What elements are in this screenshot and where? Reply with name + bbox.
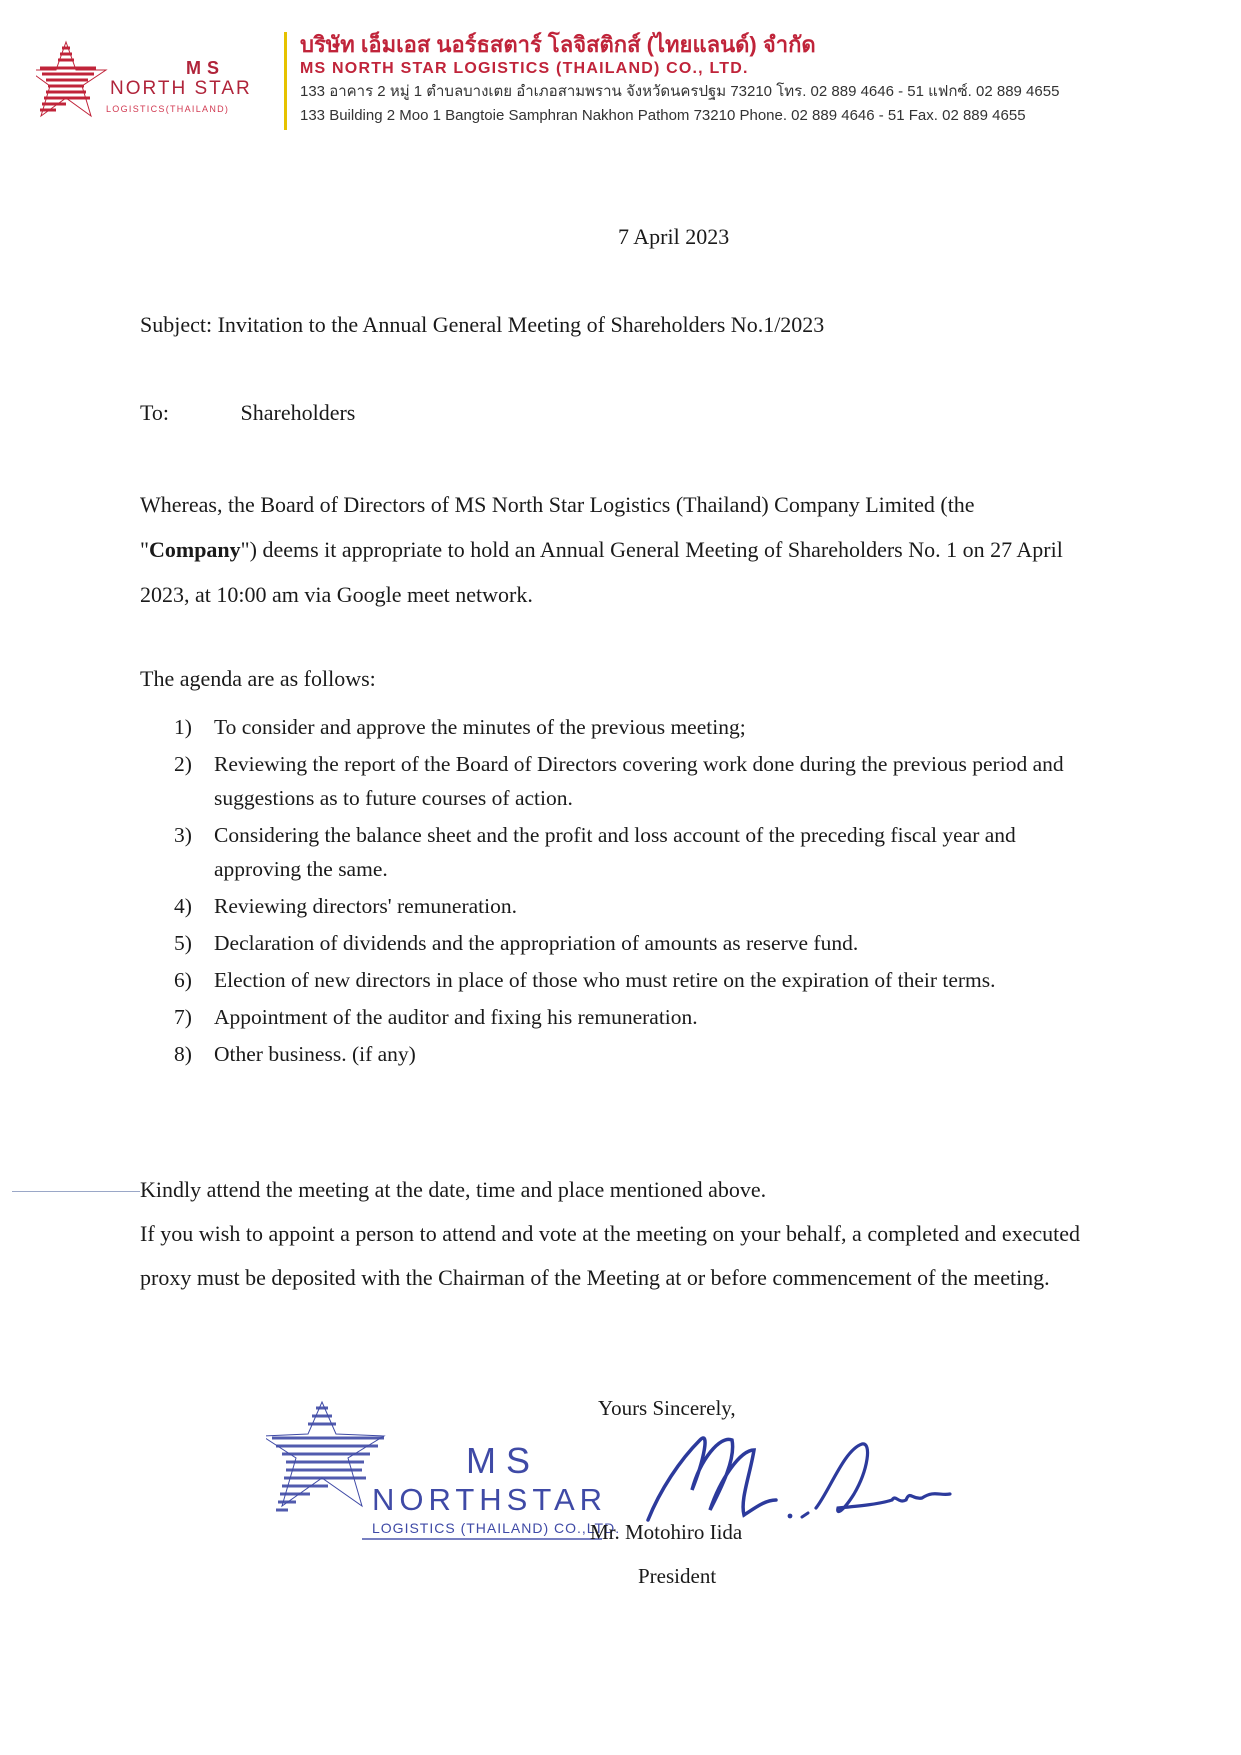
company-address-thai: 133 อาคาร 2 หมู่ 1 ตำบลบางเตย อำเภอสามพราน จังหวัดนครปฐม 73210 โทร. 02 889 4646 - 51 แฟกซ์. 02 889 4655: [300, 83, 1060, 100]
agenda-intro: The agenda are as follows:: [140, 666, 376, 691]
agenda-item: [174, 963, 1074, 997]
agenda-item-number: 6): [174, 968, 192, 992]
agenda-item-text: Appointment of the auditor and fixing his remuneration.: [214, 1005, 698, 1029]
letterhead: [36, 28, 1206, 138]
agenda-item: [174, 926, 1074, 960]
agenda-item: [174, 889, 1074, 923]
agenda-item-number: 8): [174, 1042, 192, 1066]
attend-paragraph: Kindly attend the meeting at the date, time and place mentioned above.: [140, 1177, 767, 1202]
logo-sub-text: LOGISTICS(THAILAND): [106, 104, 230, 114]
signer-title: President: [638, 1564, 717, 1588]
agenda-item-text: To consider and approve the minutes of the previous meeting;: [214, 715, 746, 739]
company-name-english: MS NORTH STAR LOGISTICS (THAILAND) CO., LTD.: [300, 60, 749, 77]
invitation-text-part2: ") deems it appropriate to hold an Annual General Meeting of Shareholders No. 1 on 27 April 2023, at 10:00 am via Google meet network.: [140, 537, 1063, 607]
closing-salutation: Yours Sincerely,: [598, 1396, 736, 1420]
recipient-line: [140, 400, 355, 426]
closing-paragraphs: [140, 1168, 1080, 1300]
agenda-item-text: Reviewing the report of the Board of Directors covering work done during the previous period and suggestions as to future courses of action.: [214, 752, 1064, 810]
agenda-item: [174, 818, 1074, 886]
agenda-item-text: Reviewing directors' remuneration.: [214, 894, 517, 918]
agenda-list: [174, 710, 1074, 1074]
agenda-item: [174, 1037, 1074, 1071]
subject-text: Invitation to the Annual General Meeting of Shareholders No.1/2023: [217, 312, 825, 337]
agenda-item-number: 7): [174, 1005, 192, 1029]
agenda-item-text: Considering the balance sheet and the profit and loss account of the preceding fiscal year and approving the same.: [214, 823, 1016, 881]
agenda-item-number: 2): [174, 752, 192, 776]
stamp-sub-text: LOGISTICS (THAILAND) CO.,LTD.: [372, 1520, 621, 1536]
letter-date: 7 April 2023: [618, 224, 730, 249]
letterhead-divider: [284, 32, 287, 130]
stamp-underline: [362, 1538, 602, 1540]
to-label: To:: [140, 400, 170, 425]
agenda-item-text: Declaration of dividends and the appropriation of amounts as reserve fund.: [214, 931, 859, 955]
agenda-item-number: 3): [174, 823, 192, 847]
logo-ms-text: MS: [186, 58, 225, 78]
agenda-item-text: Election of new directors in place of those who must retire on the expiration of their terms.: [214, 968, 996, 992]
company-address-english: 133 Building 2 Moo 1 Bangtoie Samphran Nakhon Pathom 73210 Phone. 02 889 4646 - 51 Fax. 02 889 4655: [300, 107, 1026, 124]
agenda-item: [174, 747, 1074, 815]
company-stamp: [266, 1398, 646, 1548]
logo-north-star-text: NORTH STAR: [110, 78, 252, 99]
stamp-northstar-text: NORTHSTAR: [372, 1482, 608, 1517]
letterhead-text: [300, 32, 1206, 128]
subject-label: Subject:: [140, 312, 213, 337]
invitation-text-part1: Whereas, the Board of Directors of MS North Star Logistics (Thailand) Company Limited (the ": [140, 492, 975, 562]
subject-line: [140, 312, 824, 338]
agenda-item-number: 4): [174, 894, 192, 918]
margin-rule-line: [12, 1191, 140, 1192]
invitation-paragraph: [140, 482, 1080, 617]
company-name-thai: บริษัท เอ็มเอส นอร์ธสตาร์ โลจิสติกส์ (ไทยแลนด์) จำกัด: [300, 32, 816, 57]
stamp-ms-text: MS: [466, 1440, 540, 1481]
signer-name: Mr. Motohiro Iida: [590, 1520, 743, 1544]
agenda-item-number: 1): [174, 715, 192, 739]
to-text: Shareholders: [240, 400, 356, 425]
agenda-item-number: 5): [174, 931, 192, 955]
agenda-item: [174, 1000, 1074, 1034]
company-defined-term: Company: [148, 537, 241, 562]
agenda-item-text: Other business. (if any): [214, 1042, 416, 1066]
proxy-paragraph: If you wish to appoint a person to attend and vote at the meeting on your behalf, a completed and executed proxy must be deposited with the Chairman of the Meeting at or before commencement of the meeting.: [140, 1221, 1080, 1290]
agenda-item: [174, 710, 1074, 744]
